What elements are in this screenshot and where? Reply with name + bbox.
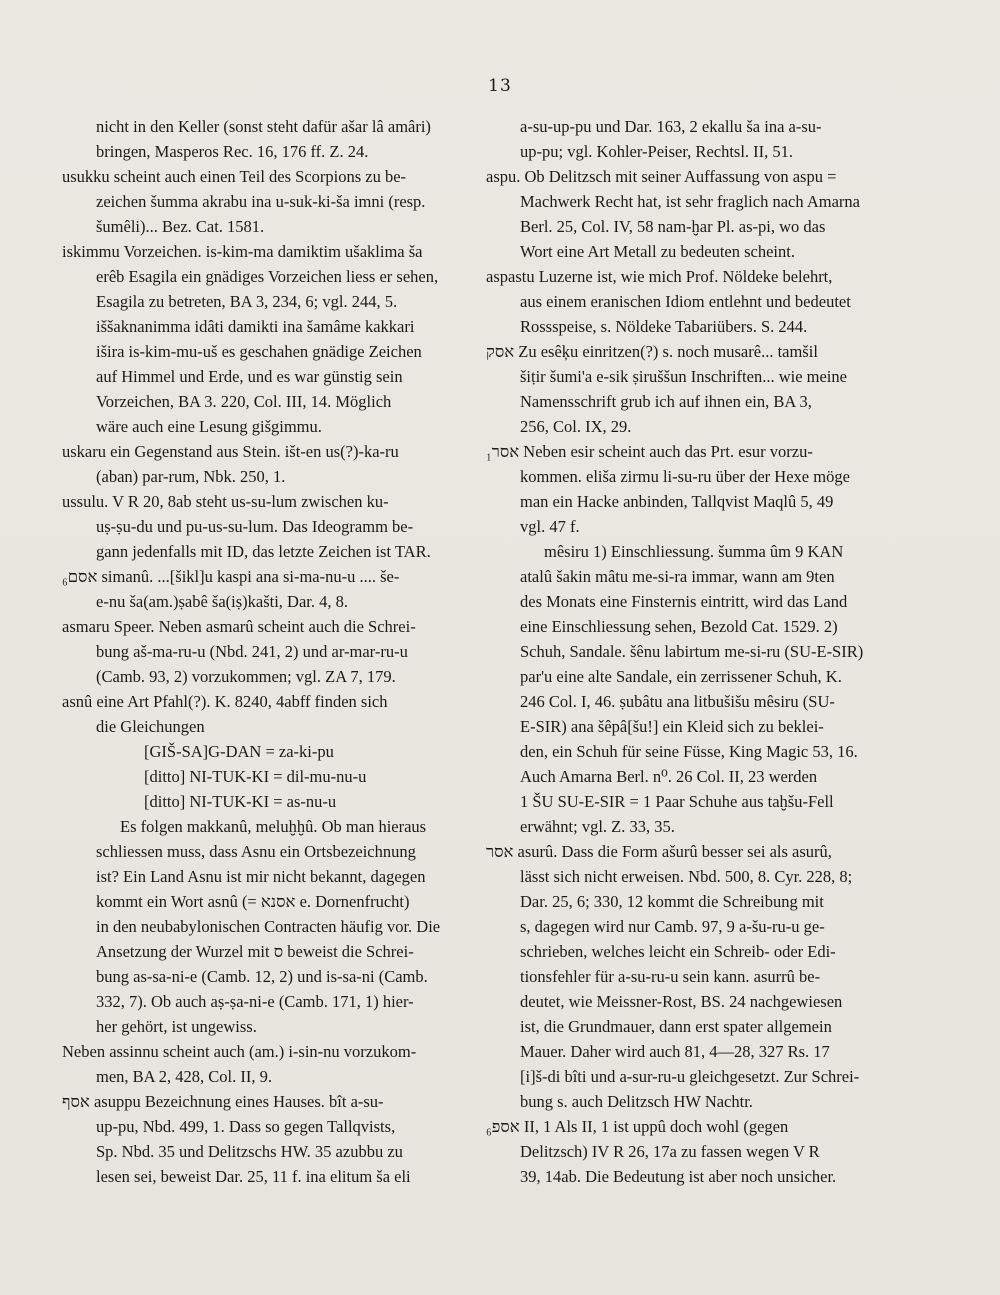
text-line: aspu. Ob Delitzsch mit seiner Auffassung von aspu = [486, 167, 837, 186]
text-line: up-pu; vgl. Kohler-Peiser, Rechtsl. II, 51. [520, 142, 794, 161]
text-line: usukku scheint auch einen Teil des Scorpions zu be- [62, 167, 407, 186]
text-line: Machwerk Recht hat, ist sehr fraglich nach Amarna [520, 192, 860, 211]
text-line: man ein Hacke anbinden, Tallqvist Maqlû 5, 49 [520, 492, 834, 511]
text-line: Rossspeise, s. Nöldeke Tabariübers. S. 244. [520, 317, 808, 336]
text-line: zeichen šumma akrabu ina u-suk-ki-ša imni (resp. [96, 192, 426, 211]
text-line: ist? Ein Land Asnu ist mir nicht bekannt, dagegen [96, 867, 426, 886]
text-line: deutet, wie Meissner-Rost, BS. 24 nachgewiesen [520, 992, 843, 1011]
text-line: par'u eine alte Sandale, ein zerrissener Schuh, K. [520, 667, 842, 686]
text-line: אסר₁ Neben esir scheint auch das Prt. esur vorzu- [486, 442, 813, 461]
text-line: [i]š-di bîti und a-sur-ru-u gleichgesetzt. Zur Schrei- [520, 1067, 860, 1086]
text-line: šumêli)... Bez. Cat. 1581. [96, 217, 265, 236]
text-line: lesen sei, beweist Dar. 25, 11 f. ina elitum ša eli [96, 1167, 411, 1186]
text-line: uskaru ein Gegenstand aus Stein. išt-en us(?)-ka-ru [62, 442, 399, 461]
text-line: bung as-sa-ni-e (Camb. 12, 2) und is-sa-ni (Camb. [96, 967, 428, 986]
left-column [62, 114, 465, 1189]
text-line: her gehört, ist ungewiss. [96, 1017, 257, 1036]
text-line: אסף asuppu Bezeichnung eines Hauses. bît a-su- [62, 1092, 384, 1111]
text-line: lässt sich nicht erweisen. Nbd. 500, 8. Cyr. 228, 8; [520, 867, 853, 886]
text-line: vgl. 47 f. [520, 517, 580, 536]
text-line: ussulu. V R 20, 8ab steht us-su-lum zwischen ku- [62, 492, 389, 511]
text-line: schrieben, welches leicht ein Schreib- oder Edi- [520, 942, 836, 961]
text-line: die Gleichungen [96, 717, 205, 736]
text-line: schliessen muss, dass Asnu ein Ortsbezeichnung [96, 842, 416, 861]
text-line: Delitzsch) IV R 26, 17a zu fassen wegen V R [520, 1142, 820, 1161]
text-line: aus einem eranischen Idiom entlehnt und bedeutet [520, 292, 851, 311]
text-line: iskimmu Vorzeichen. is-kim-ma damiktim ušaklima ša [62, 242, 423, 261]
text-line: Sp. Nbd. 35 und Delitzschs HW. 35 azubbu zu [96, 1142, 403, 1161]
text-line: אספ₆ II, 1 Als II, 1 ist uppû doch wohl (gegen [486, 1117, 789, 1136]
text-line: Berl. 25, Col. IV, 58 nam-ḫar Pl. as-pi, wo das [520, 217, 826, 236]
text-line: išira is-kim-mu-uš es geschahen gnädige Zeichen [96, 342, 422, 361]
text-line: eine Einschliessung sehen, Bezold Cat. 1529. 2) [520, 617, 838, 636]
text-line: den, ein Schuh für seine Füsse, King Magic 53, 16. [520, 742, 858, 761]
text-line: ist, die Grundmauer, dann erst spater allgemein [520, 1017, 832, 1036]
text-line: bung aš-ma-ru-u (Nbd. 241, 2) und ar-mar-ru-u [96, 642, 408, 661]
text-line: atalû šakin mâtu me-si-ra immar, wann am 9ten [520, 567, 835, 586]
text-line: 1 ŠU SU-E-SIR = 1 Paar Schuhe aus taḫšu-Fell [520, 792, 834, 811]
text-line: mêsiru 1) Einschliessung. šumma ûm 9 KAN [544, 542, 844, 561]
text-line: men, BA 2, 428, Col. II, 9. [96, 1067, 272, 1086]
text-line: Es folgen makkanû, meluḫḫû. Ob man hieraus [120, 817, 427, 836]
text-line: 256, Col. IX, 29. [520, 417, 632, 436]
text-line: 246 Col. I, 46. ṣubâtu ana litbušišu mêsiru (SU- [520, 692, 835, 711]
text-line: Schuh, Sandale. šênu labirtum me-si-ru (SU-E-SIR) [520, 642, 864, 661]
text-line: [ditto] NI-TUK-KI = as-nu-u [144, 792, 337, 811]
text-line: aspastu Luzerne ist, wie mich Prof. Nöldeke belehrt, [486, 267, 833, 286]
text-line: 39, 14ab. Die Bedeutung ist aber noch unsicher. [520, 1167, 837, 1186]
text-line: e-nu ša(am.)ṣabê ša(iṣ)kašti, Dar. 4, 8. [96, 592, 349, 611]
text-line: šiṭir šumi'a e-sik ṣiruššun Inschriften... wie meine [520, 367, 847, 386]
text-line: אסק Zu esêķu einritzen(?) s. noch musarê... tamšil [486, 342, 818, 361]
text-line: wäre auch eine Lesung gišgimmu. [96, 417, 322, 436]
text-line: (aban) par-rum, Nbk. 250, 1. [96, 467, 286, 486]
text-line: [ditto] NI-TUK-KI = dil-mu-nu-u [144, 767, 367, 786]
text-line: 332, 7). Ob auch aṣ-ṣa-ni-e (Camb. 171, 1) hier- [96, 992, 414, 1011]
text-line: erêb Esagila ein gnädiges Vorzeichen liess er sehen, [96, 267, 439, 286]
text-line: uṣ-ṣu-du und pu-us-su-lum. Das Ideogramm be- [96, 517, 414, 536]
text-line: asmaru Speer. Neben asmarû scheint auch die Schrei- [62, 617, 416, 636]
text-line: des Monats eine Finsternis eintritt, wird das Land [520, 592, 848, 611]
text-line: Namensschrift grub ich auf ihnen ein, BA 3, [520, 392, 812, 411]
page-number: 13 [488, 76, 512, 96]
text-line: nicht in den Keller (sonst steht dafür ašar lâ amâri) [96, 117, 431, 136]
text-line: s, dagegen wird nur Camb. 97, 9 a-šu-ru-u ge- [520, 917, 825, 936]
text-line: Dar. 25, 6; 330, 12 kommt die Schreibung mit [520, 892, 824, 911]
text-line: Wort eine Art Metall zu bedeuten scheint. [520, 242, 795, 261]
text-line: a-su-up-pu und Dar. 163, 2 ekallu ša ina a-su- [520, 117, 822, 136]
text-line: kommen. eliša zirmu li-su-ru über der Hexe möge [520, 467, 850, 486]
text-line: bringen, Masperos Rec. 16, 176 ff. Z. 24. [96, 142, 369, 161]
text-line: kommt ein Wort asnû (= אסנא e. Dornenfrucht) [96, 892, 410, 911]
text-line: Ansetzung der Wurzel mit ס beweist die Schrei- [96, 942, 414, 961]
text-line: E-SIR) ana šêpâ[šu!] ein Kleid sich zu beklei- [520, 717, 824, 736]
text-line: asnû eine Art Pfahl(?). K. 8240, 4abff finden sich [62, 692, 388, 711]
text-line: bung s. auch Delitzsch HW Nachtr. [520, 1092, 753, 1111]
text-line: Mauer. Daher wird auch 81, 4—28, 327 Rs. 17 [520, 1042, 830, 1061]
text-line: Esagila zu betreten, BA 3, 234, 6; vgl. 244, 5. [96, 292, 398, 311]
text-line: (Camb. 93, 2) vorzukommen; vgl. ZA 7, 179. [96, 667, 396, 686]
text-line: in den neubabylonischen Contracten häufig vor. Die [96, 917, 441, 936]
text-line: Auch Amarna Berl. n⁰. 26 Col. II, 23 werden [520, 767, 818, 786]
text-line: up-pu, Nbd. 499, 1. Dass so gegen Tallqvists, [96, 1117, 396, 1136]
text-line: Neben assinnu scheint auch (am.) i-sin-nu vorzukom- [62, 1042, 417, 1061]
text-line: [GIŠ-SA]G-DAN = za-ki-pu [144, 742, 334, 761]
text-line: iššaknanimma idâti damikti ina šamâme kakkari [96, 317, 415, 336]
text-line: אסם₆ simanû. ...[šikl]u kaspi ana si-ma-nu-u .... še- [62, 567, 400, 586]
text-line: gann jedenfalls mit ID, das letzte Zeichen ist TAR. [96, 542, 431, 561]
text-line: Vorzeichen, BA 3. 220, Col. III, 14. Möglich [96, 392, 392, 411]
text-line: אסר asurû. Dass die Form ašurû besser sei als asurû, [486, 842, 832, 861]
right-column [486, 114, 894, 1189]
text-line: tionsfehler für a-su-ru-u sein kann. asurrû be- [520, 967, 821, 986]
text-line: auf Himmel und Erde, und es war günstig sein [96, 367, 403, 386]
text-line: erwähnt; vgl. Z. 33, 35. [520, 817, 675, 836]
